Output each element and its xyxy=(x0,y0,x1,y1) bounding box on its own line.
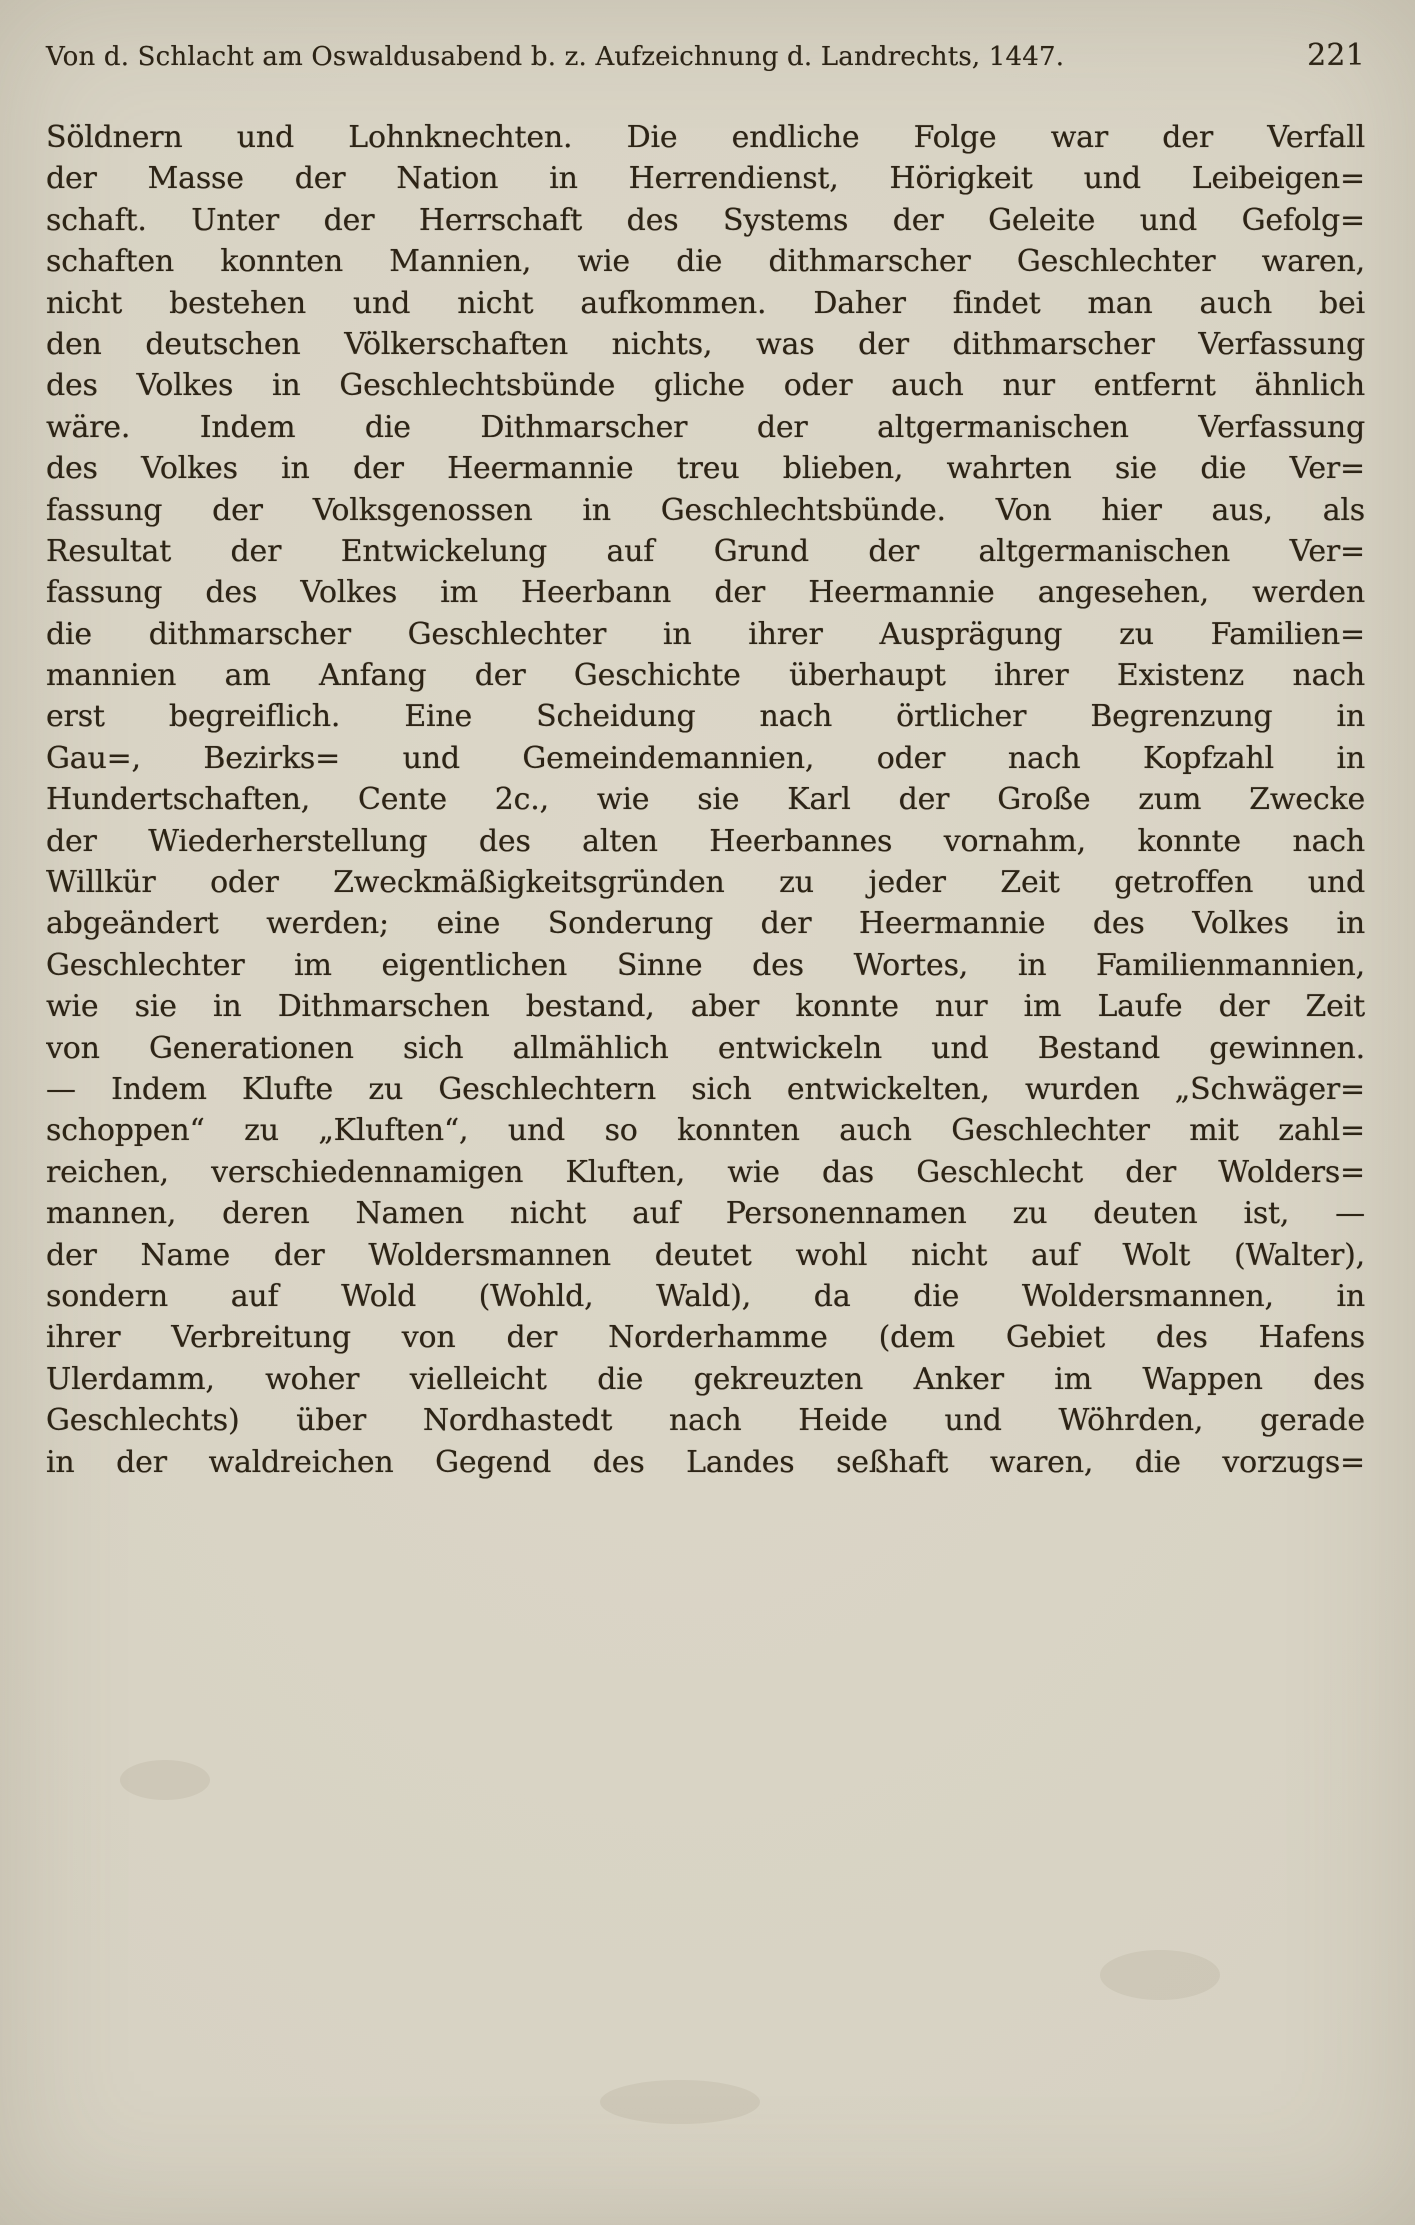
text-line: der Name der Woldersmannen deutet wohl nicht auf Wolt (Walter), xyxy=(46,1237,1365,1273)
paper-blemish xyxy=(1100,1950,1220,2000)
text-line: fassung des Volkes im Heerbann der Heermannie angesehen, werden xyxy=(46,575,1365,611)
paper-blemish xyxy=(600,2080,760,2124)
text-line: in der waldreichen Gegend des Landes seßhaft waren, die vorzugs= xyxy=(46,1444,1365,1480)
text-line: fassung der Volksgenossen in Geschlechtsbünde. Von hier aus, als xyxy=(46,492,1365,528)
text-line: den deutschen Völkerschaften nichts, was der dithmarscher Verfassung xyxy=(46,326,1365,362)
text-line: mannien am Anfang der Geschichte überhaupt ihrer Existenz nach xyxy=(46,658,1365,694)
text-line: Hundertschaften, Cente 2c., wie sie Karl der Große zum Zwecke xyxy=(46,782,1365,818)
text-line: Söldnern und Lohnknechten. Die endliche Folge war der Verfall xyxy=(46,120,1365,155)
text-line: mannen, deren Namen nicht auf Personennamen zu deuten ist, — xyxy=(46,1196,1365,1232)
text-line: reichen, verschiedennamigen Kluften, wie das Geschlecht der Wolders= xyxy=(46,1154,1365,1190)
running-title: Von d. Schlacht am Oswaldusabend b. z. Aufzeichnung d. Landrechts, 1447. xyxy=(46,42,1065,72)
text-line: Gau=, Bezirks= und Gemeindemannien, oder nach Kopfzahl in xyxy=(46,740,1365,776)
text-line: sondern auf Wold (Wohld, Wald), da die Woldersmannen, in xyxy=(46,1278,1365,1314)
text-line: Geschlechter im eigentlichen Sinne des Wortes, in Familienmannien, xyxy=(46,947,1365,983)
text-line: abgeändert werden; eine Sonderung der Heermannie des Volkes in xyxy=(46,906,1365,942)
text-line: schaft. Unter der Herrschaft des Systems der Geleite und Gefolg= xyxy=(46,202,1365,238)
text-line: der Wiederherstellung des alten Heerbannes vornahm, konnte nach xyxy=(46,823,1365,859)
text-line: Ulerdamm, woher vielleicht die gekreuzten Anker im Wappen des xyxy=(46,1361,1365,1397)
text-line: nicht bestehen und nicht aufkommen. Daher findet man auch bei xyxy=(46,285,1365,321)
paper-blemish xyxy=(120,1760,210,1800)
text-line: Willkür oder Zweckmäßigkeitsgründen zu jeder Zeit getroffen und xyxy=(46,865,1365,901)
text-line: wie sie in Dithmarschen bestand, aber konnte nur im Laufe der Zeit xyxy=(46,989,1365,1025)
text-line: schoppen“ zu „Kluften“, und so konnten auch Geschlechter mit zahl= xyxy=(46,1113,1365,1149)
text-line: die dithmarscher Geschlechter in ihrer Ausprägung zu Familien= xyxy=(46,616,1365,652)
text-line: des Volkes in Geschlechtsbünde gliche oder auch nur entfernt ähnlich xyxy=(46,368,1365,404)
text-line: Geschlechts) über Nordhastedt nach Heide und Wöhrden, gerade xyxy=(46,1403,1365,1439)
text-line: von Generationen sich allmählich entwickeln und Bestand gewinnen. xyxy=(46,1030,1365,1066)
text-line: wäre. Indem die Dithmarscher der altgermanischen Verfassung xyxy=(46,409,1365,445)
text-line: der Masse der Nation in Herrendienst, Hörigkeit und Leibeigen= xyxy=(46,161,1365,197)
text-line: — Indem Klufte zu Geschlechtern sich entwickelten, wurden „Schwäger= xyxy=(46,1071,1365,1107)
page-body xyxy=(46,117,1365,1483)
text-line: erst begreiflich. Eine Scheidung nach örtlicher Begrenzung in xyxy=(46,699,1365,735)
page-number: 221 xyxy=(1307,38,1365,73)
running-header xyxy=(46,40,1365,73)
text-line: ihrer Verbreitung von der Norderhamme (dem Gebiet des Hafens xyxy=(46,1320,1365,1356)
text-line: schaften konnten Mannien, wie die dithmarscher Geschlechter waren, xyxy=(46,244,1365,280)
text-line: Resultat der Entwickelung auf Grund der altgermanischen Ver= xyxy=(46,533,1365,569)
text-line: des Volkes in der Heermannie treu blieben, wahrten sie die Ver= xyxy=(46,451,1365,487)
